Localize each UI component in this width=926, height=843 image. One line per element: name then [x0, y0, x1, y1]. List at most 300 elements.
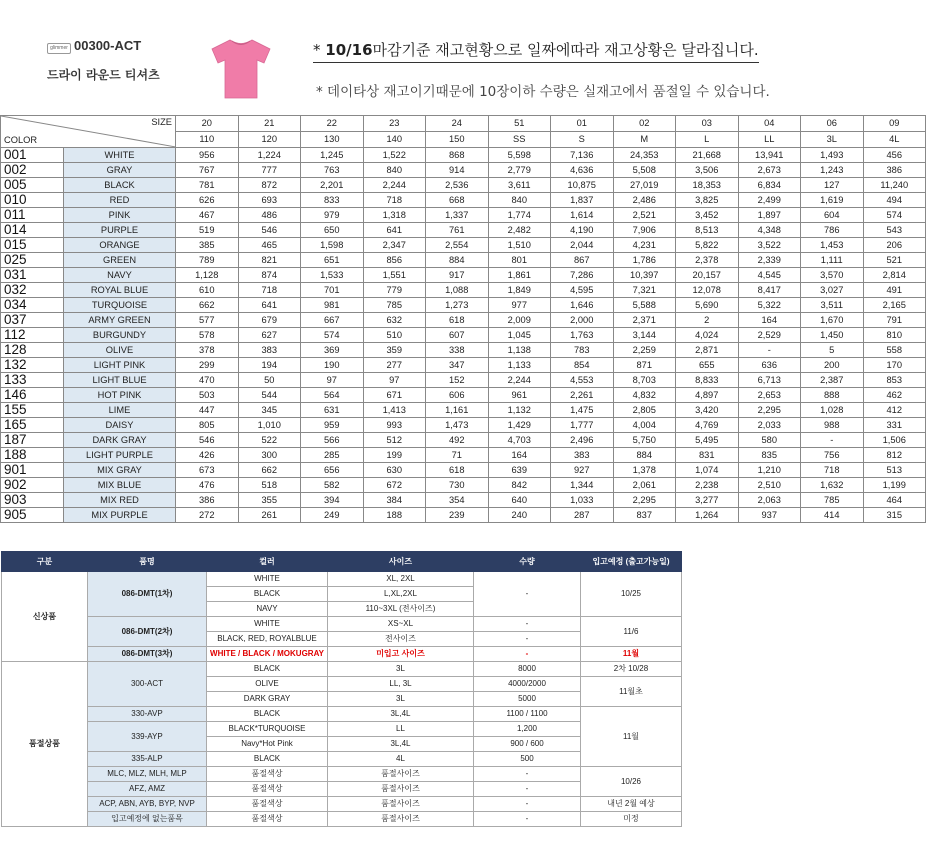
- size-cell: 품절사이즈: [328, 782, 474, 797]
- stock-value: 3,570: [801, 268, 864, 283]
- table-row: [1, 463, 926, 478]
- table-row: [1, 343, 926, 358]
- stock-value: 2,244: [363, 178, 426, 193]
- color-code: 005: [1, 178, 64, 193]
- quantity-cell: 900 / 600: [474, 737, 581, 752]
- stock-value: 789: [176, 253, 239, 268]
- product-cell: 330-AVP: [88, 707, 207, 722]
- stock-value: 618: [426, 463, 489, 478]
- table-row: [1, 403, 926, 418]
- stock-value: 3,611: [488, 178, 551, 193]
- product-cell: 입고예정에 없는품목: [88, 812, 207, 827]
- stock-value: 518: [238, 478, 301, 493]
- stock-value: 656: [301, 463, 364, 478]
- stock-value: 1,088: [426, 283, 489, 298]
- color-name: PURPLE: [64, 223, 176, 238]
- stock-value: 4,004: [613, 418, 676, 433]
- size-cell: LL: [328, 722, 474, 737]
- stock-value: 988: [801, 418, 864, 433]
- stock-value: 4,190: [551, 223, 614, 238]
- stock-value: 4,231: [613, 238, 676, 253]
- stock-value: 618: [426, 313, 489, 328]
- color-code: 133: [1, 373, 64, 388]
- stock-value: 1,337: [426, 208, 489, 223]
- color-cell: 품절색상: [207, 797, 328, 812]
- stock-value: 1,243: [801, 163, 864, 178]
- color-name: ORANGE: [64, 238, 176, 253]
- stock-value: 840: [488, 193, 551, 208]
- stock-value: 4,636: [551, 163, 614, 178]
- stock-value: 2,499: [738, 193, 801, 208]
- stock-value: 8,703: [613, 373, 676, 388]
- stock-value: 1,224: [238, 148, 301, 163]
- quantity-cell: 5000: [474, 692, 581, 707]
- color-code: 905: [1, 508, 64, 523]
- stock-value: 2,244: [488, 373, 551, 388]
- product-cell: MLC, MLZ, MLH, MLP: [88, 767, 207, 782]
- stock-value: 662: [238, 463, 301, 478]
- table-row: [1, 373, 926, 388]
- quantity-cell: -: [474, 647, 581, 662]
- stock-value: 519: [176, 223, 239, 238]
- table-row: [1, 433, 926, 448]
- size-code: 06: [801, 116, 864, 132]
- stock-value: 2,805: [613, 403, 676, 418]
- stock-value: 71: [426, 448, 489, 463]
- stock-value: 854: [551, 358, 614, 373]
- size-code: 22: [301, 116, 364, 132]
- size-code: 04: [738, 116, 801, 132]
- stock-value: 272: [176, 508, 239, 523]
- stock-value: 299: [176, 358, 239, 373]
- arrival-cell: 10/26: [581, 767, 682, 797]
- color-name: BLACK: [64, 178, 176, 193]
- stock-value: 651: [301, 253, 364, 268]
- table-row: [1, 298, 926, 313]
- product-cell: ACP, ABN, AYB, BYP, NVP: [88, 797, 207, 812]
- stock-value: 1,450: [801, 328, 864, 343]
- table-row: [1, 268, 926, 283]
- stock-value: 781: [176, 178, 239, 193]
- stock-value: 1,161: [426, 403, 489, 418]
- quantity-cell: -: [474, 782, 581, 797]
- stock-value: 10,875: [551, 178, 614, 193]
- stock-value: 1,551: [363, 268, 426, 283]
- header-arrival: 입고예정 (출고가능일): [581, 552, 682, 572]
- stock-value: 810: [863, 328, 926, 343]
- stock-value: 884: [426, 253, 489, 268]
- color-cell: WHITE: [207, 617, 328, 632]
- stock-value: 2,165: [863, 298, 926, 313]
- stock-value: 1,045: [488, 328, 551, 343]
- color-name: ROYAL BLUE: [64, 283, 176, 298]
- size-name: 140: [363, 132, 426, 148]
- stock-value: 574: [863, 208, 926, 223]
- stock-value: 1,614: [551, 208, 614, 223]
- product-name: 드라이 라운드 티셔츠: [47, 68, 160, 82]
- stock-value: 2,000: [551, 313, 614, 328]
- color-code: 132: [1, 358, 64, 373]
- stock-value: 347: [426, 358, 489, 373]
- stock-value: 5: [801, 343, 864, 358]
- stock-value: 783: [551, 343, 614, 358]
- stock-value: 1,786: [613, 253, 676, 268]
- stock-value: 1,774: [488, 208, 551, 223]
- table-row: [1, 223, 926, 238]
- size-code: 24: [426, 116, 489, 132]
- stock-value: 7,321: [613, 283, 676, 298]
- stock-value: 927: [551, 463, 614, 478]
- stock-value: 384: [363, 493, 426, 508]
- color-name: MIX GRAY: [64, 463, 176, 478]
- color-name: BURGUNDY: [64, 328, 176, 343]
- stock-value: 2,347: [363, 238, 426, 253]
- stock-value: 1,475: [551, 403, 614, 418]
- color-code: 155: [1, 403, 64, 418]
- stock-value: 655: [676, 358, 739, 373]
- color-cell: WHITE / BLACK / MOKUGRAY: [207, 647, 328, 662]
- product-cell: 335-ALP: [88, 752, 207, 767]
- stock-value: 2,673: [738, 163, 801, 178]
- stock-value: 3,825: [676, 193, 739, 208]
- stock-value: 1,849: [488, 283, 551, 298]
- stock-value: 512: [363, 433, 426, 448]
- size-cell: 품절사이즈: [328, 767, 474, 782]
- table-row: [2, 722, 682, 737]
- quantity-cell: -: [474, 812, 581, 827]
- stock-value: 1,133: [488, 358, 551, 373]
- table-row: [2, 572, 682, 587]
- color-code: 025: [1, 253, 64, 268]
- table-row: [1, 418, 926, 433]
- stock-value: 6,834: [738, 178, 801, 193]
- table-row: [1, 313, 926, 328]
- stock-value: 3,144: [613, 328, 676, 343]
- stock-value: 5,508: [613, 163, 676, 178]
- color-name: LIGHT PURPLE: [64, 448, 176, 463]
- table-row: [2, 617, 682, 632]
- stock-value: 24,353: [613, 148, 676, 163]
- stock-value: 1,074: [676, 463, 739, 478]
- stock-value: 763: [301, 163, 364, 178]
- size-code: 23: [363, 116, 426, 132]
- quantity-cell: 1,200: [474, 722, 581, 737]
- stock-value: 786: [801, 223, 864, 238]
- stock-value: 1,510: [488, 238, 551, 253]
- stock-value: 383: [551, 448, 614, 463]
- color-code: 112: [1, 328, 64, 343]
- color-code: 903: [1, 493, 64, 508]
- table-row: [1, 238, 926, 253]
- stock-value: 369: [301, 343, 364, 358]
- header-product: 품명: [88, 552, 207, 572]
- stock-value: 1,429: [488, 418, 551, 433]
- size-cell: 3L,4L: [328, 707, 474, 722]
- stock-value: 8,833: [676, 373, 739, 388]
- stock-value: 785: [363, 298, 426, 313]
- stock-value: 194: [238, 358, 301, 373]
- stock-value: 1,522: [363, 148, 426, 163]
- stock-value: 4,897: [676, 388, 739, 403]
- stock-value: 2,044: [551, 238, 614, 253]
- stock-value: 465: [238, 238, 301, 253]
- stock-value: 650: [301, 223, 364, 238]
- table-row: [1, 283, 926, 298]
- stock-value: 2,554: [426, 238, 489, 253]
- tshirt-image: [208, 36, 274, 102]
- stock-value: 21,668: [676, 148, 739, 163]
- stock-value: 977: [488, 298, 551, 313]
- stock-value: 412: [863, 403, 926, 418]
- color-name: TURQUOISE: [64, 298, 176, 313]
- stock-value: 856: [363, 253, 426, 268]
- color-name: LIME: [64, 403, 176, 418]
- stock-value: 607: [426, 328, 489, 343]
- color-cell: NAVY: [207, 602, 328, 617]
- table-row: [1, 358, 926, 373]
- stock-value: 199: [363, 448, 426, 463]
- stock-value: 513: [863, 463, 926, 478]
- stock-value: 355: [238, 493, 301, 508]
- stock-value: 779: [363, 283, 426, 298]
- stock-value: 837: [613, 508, 676, 523]
- stock-value: 491: [863, 283, 926, 298]
- size-cell: L,XL,2XL: [328, 587, 474, 602]
- product-cell: 339-AYP: [88, 722, 207, 752]
- stock-value: 470: [176, 373, 239, 388]
- stock-value: 2,201: [301, 178, 364, 193]
- stock-value: 7,286: [551, 268, 614, 283]
- stock-value: 867: [551, 253, 614, 268]
- color-name: HOT PINK: [64, 388, 176, 403]
- stock-value: 1,837: [551, 193, 614, 208]
- stock-value: 626: [176, 193, 239, 208]
- stock-value: 961: [488, 388, 551, 403]
- stock-value: 1,245: [301, 148, 364, 163]
- color-name: MIX RED: [64, 493, 176, 508]
- stock-value: 2,387: [801, 373, 864, 388]
- stock-value: 4,769: [676, 418, 739, 433]
- stock-value: 386: [176, 493, 239, 508]
- stock-value: 287: [551, 508, 614, 523]
- color-code: 002: [1, 163, 64, 178]
- stock-value: 630: [363, 463, 426, 478]
- stock-value: 833: [301, 193, 364, 208]
- color-code: 011: [1, 208, 64, 223]
- size-name: 3L: [801, 132, 864, 148]
- size-name: S: [551, 132, 614, 148]
- table-row: [2, 797, 682, 812]
- stock-value: 564: [301, 388, 364, 403]
- product-cell: 086-DMT(2차): [88, 617, 207, 647]
- stock-value: 4,703: [488, 433, 551, 448]
- stock-value: 1,646: [551, 298, 614, 313]
- stock-value: 3,522: [738, 238, 801, 253]
- stock-value: 981: [301, 298, 364, 313]
- stock-value: 2,238: [676, 478, 739, 493]
- quantity-cell: 4000/2000: [474, 677, 581, 692]
- table-row: [2, 647, 682, 662]
- color-code: 146: [1, 388, 64, 403]
- stock-value: 871: [613, 358, 676, 373]
- color-cell: DARK GRAY: [207, 692, 328, 707]
- stock-value: 1,670: [801, 313, 864, 328]
- restock-table: [1, 551, 682, 827]
- size-label: SIZE: [151, 117, 172, 127]
- stock-value: 574: [301, 328, 364, 343]
- stock-value: 672: [363, 478, 426, 493]
- stock-value: 979: [301, 208, 364, 223]
- stock-value: 1,344: [551, 478, 614, 493]
- stock-value: 604: [801, 208, 864, 223]
- stock-value: 5,588: [613, 298, 676, 313]
- quantity-cell: 1100 / 1100: [474, 707, 581, 722]
- stock-value: 354: [426, 493, 489, 508]
- stock-value: 426: [176, 448, 239, 463]
- stock-value: 2,295: [738, 403, 801, 418]
- stock-value: 544: [238, 388, 301, 403]
- stock-value: 7,906: [613, 223, 676, 238]
- stock-value: 632: [363, 313, 426, 328]
- product-cell: AFZ, AMZ: [88, 782, 207, 797]
- stock-value: 558: [863, 343, 926, 358]
- stock-value: 5,495: [676, 433, 739, 448]
- size-name: LL: [738, 132, 801, 148]
- stock-value: 27,019: [613, 178, 676, 193]
- stock-value: 8,513: [676, 223, 739, 238]
- color-name: MIX BLUE: [64, 478, 176, 493]
- stock-value: 636: [738, 358, 801, 373]
- stock-value: 679: [238, 313, 301, 328]
- stock-value: 1,598: [301, 238, 364, 253]
- stock-value: 546: [176, 433, 239, 448]
- arrival-cell: 2차 10/28: [581, 662, 682, 677]
- stock-value: 1,763: [551, 328, 614, 343]
- stock-value: 5,750: [613, 433, 676, 448]
- category-new: 신상품: [2, 572, 88, 662]
- size-cell: 110~3XL (전사이즈): [328, 602, 474, 617]
- stock-value: 2,009: [488, 313, 551, 328]
- quantity-cell: -: [474, 797, 581, 812]
- arrival-cell: 내년 2월 예상: [581, 797, 682, 812]
- stock-disclaimer: * 데이타상 재고이기때문에 10장이하 수량은 실재고에서 품절일 수 있습니다.: [316, 84, 770, 100]
- size-cell: 미입고 사이즈: [328, 647, 474, 662]
- color-name: OLIVE: [64, 343, 176, 358]
- color-code: 188: [1, 448, 64, 463]
- color-cell: BLACK: [207, 707, 328, 722]
- stock-value: 464: [863, 493, 926, 508]
- stock-value: 1,861: [488, 268, 551, 283]
- stock-value: 580: [738, 433, 801, 448]
- stock-value: 956: [176, 148, 239, 163]
- stock-value: 2,779: [488, 163, 551, 178]
- table-row: [2, 782, 682, 797]
- stock-value: 4,553: [551, 373, 614, 388]
- stock-value: 5,690: [676, 298, 739, 313]
- notice-text: 마감기준 재고현황으로 일짜에따라 재고상황은 달라집니다.: [372, 41, 759, 59]
- stock-value: 2,261: [551, 388, 614, 403]
- stock-value: 2,371: [613, 313, 676, 328]
- stock-value: 812: [863, 448, 926, 463]
- color-name: PINK: [64, 208, 176, 223]
- header-category: 구분: [2, 552, 88, 572]
- stock-value: 3,027: [801, 283, 864, 298]
- stock-value: 383: [238, 343, 301, 358]
- stock-value: 2,521: [613, 208, 676, 223]
- color-name: GREEN: [64, 253, 176, 268]
- table-row: [2, 752, 682, 767]
- stock-value: 5,822: [676, 238, 739, 253]
- stock-value: 761: [426, 223, 489, 238]
- stock-value: 2,339: [738, 253, 801, 268]
- stock-value: 2,061: [613, 478, 676, 493]
- stock-value: 4,545: [738, 268, 801, 283]
- stock-value: 2,033: [738, 418, 801, 433]
- color-code: 014: [1, 223, 64, 238]
- stock-value: 249: [301, 508, 364, 523]
- stock-value: 2,814: [863, 268, 926, 283]
- stock-notice: [313, 39, 759, 63]
- stock-value: 170: [863, 358, 926, 373]
- quantity-cell: -: [474, 767, 581, 782]
- arrival-cell: 10/25: [581, 572, 682, 617]
- color-code: 902: [1, 478, 64, 493]
- stock-value: 385: [176, 238, 239, 253]
- color-code: 001: [1, 148, 64, 163]
- stock-value: 164: [738, 313, 801, 328]
- stock-value: 1,473: [426, 418, 489, 433]
- size-name: L: [676, 132, 739, 148]
- stock-value: 840: [363, 163, 426, 178]
- stock-value: 756: [801, 448, 864, 463]
- stock-value: 164: [488, 448, 551, 463]
- quantity-cell: 500: [474, 752, 581, 767]
- stock-value: 5,322: [738, 298, 801, 313]
- table-row: [2, 707, 682, 722]
- stock-value: 152: [426, 373, 489, 388]
- stock-value: 1,010: [238, 418, 301, 433]
- stock-value: 2,295: [613, 493, 676, 508]
- stock-value: 842: [488, 478, 551, 493]
- stock-value: 20,157: [676, 268, 739, 283]
- stock-value: 3,277: [676, 493, 739, 508]
- stock-value: 1,033: [551, 493, 614, 508]
- stock-value: 13,941: [738, 148, 801, 163]
- size-code: 03: [676, 116, 739, 132]
- color-name: NAVY: [64, 268, 176, 283]
- stock-value: 610: [176, 283, 239, 298]
- size-code: 01: [551, 116, 614, 132]
- stock-value: 872: [238, 178, 301, 193]
- stock-value: 606: [426, 388, 489, 403]
- table-row: [1, 328, 926, 343]
- stock-table: [0, 115, 926, 523]
- arrival-cell: 미정: [581, 812, 682, 827]
- color-cell: Navy*Hot Pink: [207, 737, 328, 752]
- stock-value: 8,417: [738, 283, 801, 298]
- stock-value: 378: [176, 343, 239, 358]
- stock-value: 1,533: [301, 268, 364, 283]
- stock-value: 4,024: [676, 328, 739, 343]
- stock-value: 240: [488, 508, 551, 523]
- stock-value: 456: [863, 148, 926, 163]
- stock-value: 345: [238, 403, 301, 418]
- stock-value: 631: [301, 403, 364, 418]
- color-code: 031: [1, 268, 64, 283]
- stock-value: 874: [238, 268, 301, 283]
- stock-value: 639: [488, 463, 551, 478]
- stock-value: 494: [863, 193, 926, 208]
